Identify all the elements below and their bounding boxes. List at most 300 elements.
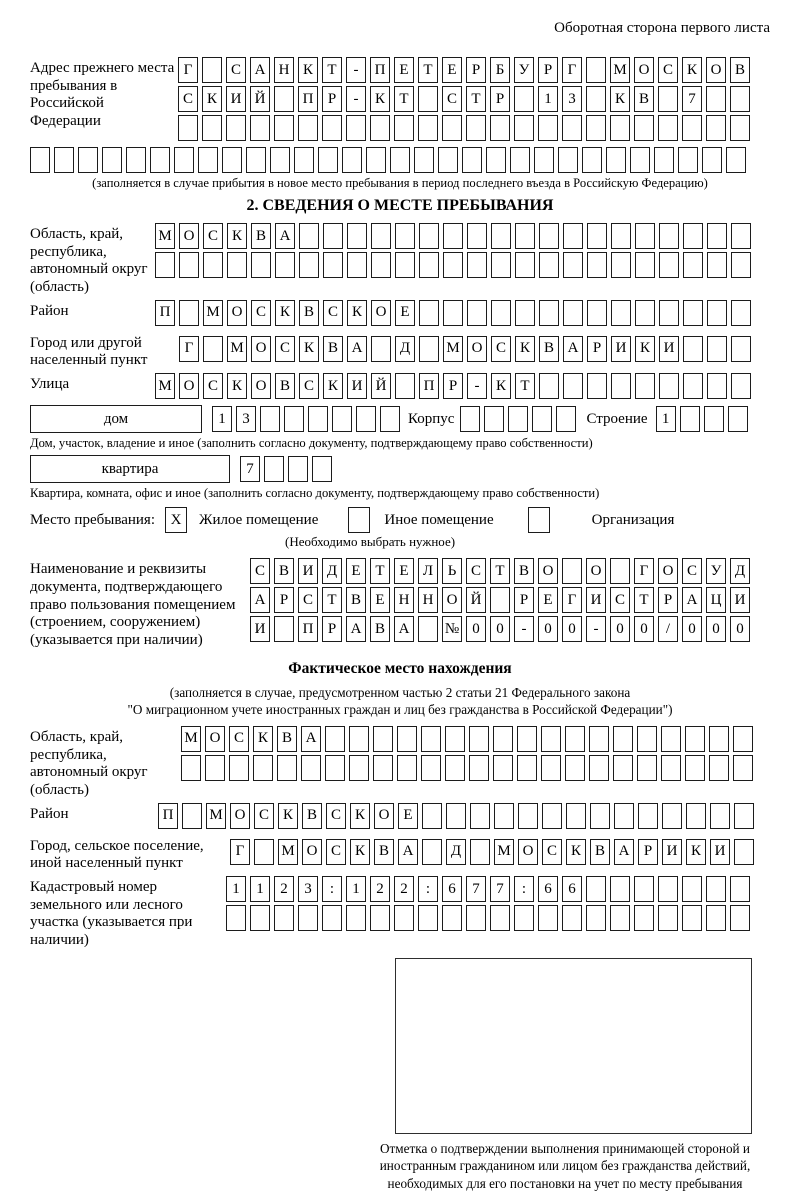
char-cell[interactable] [635,373,655,399]
char-cell[interactable] [702,147,722,173]
char-cell[interactable] [658,115,678,141]
char-cell[interactable]: Ц [706,587,726,613]
char-cell[interactable] [419,252,439,278]
char-cell[interactable]: А [682,587,702,613]
char-cell[interactable]: Ь [442,558,462,584]
char-cell[interactable] [635,252,655,278]
char-cell[interactable]: М [610,57,630,83]
char-cell[interactable]: О [706,57,726,83]
char-cell[interactable] [203,336,223,362]
char-cell[interactable]: Т [515,373,535,399]
char-cell[interactable]: 2 [394,876,414,902]
house-box[interactable]: дом [30,405,202,433]
char-cell[interactable] [731,336,751,362]
char-cell[interactable] [179,252,199,278]
char-cell[interactable] [658,876,678,902]
char-cell[interactable]: Т [322,587,342,613]
char-cell[interactable] [469,726,489,752]
char-cell[interactable] [275,252,295,278]
checkbox-residential[interactable]: X [165,507,187,533]
char-cell[interactable]: Г [230,839,250,865]
char-cell[interactable]: В [514,558,534,584]
char-cell[interactable]: С [178,86,198,112]
char-cell[interactable]: Е [346,558,366,584]
char-cell[interactable] [346,115,366,141]
char-cell[interactable] [658,86,678,112]
char-cell[interactable]: Й [371,373,391,399]
char-cell[interactable]: С [682,558,702,584]
char-cell[interactable] [659,373,679,399]
char-cell[interactable] [610,558,630,584]
char-cell[interactable]: К [635,336,655,362]
char-cell[interactable]: 3 [562,86,582,112]
char-cell[interactable]: С [254,803,274,829]
char-cell[interactable] [562,115,582,141]
char-cell[interactable]: И [659,336,679,362]
char-cell[interactable]: Р [514,587,534,613]
char-cell[interactable]: Т [394,86,414,112]
char-cell[interactable] [634,905,654,931]
char-cell[interactable] [202,57,222,83]
char-cell[interactable] [418,616,438,642]
char-cell[interactable]: 6 [442,876,462,902]
char-cell[interactable] [589,726,609,752]
char-cell[interactable]: В [634,86,654,112]
char-cell[interactable]: : [418,876,438,902]
char-cell[interactable] [678,147,698,173]
char-cell[interactable] [538,905,558,931]
char-cell[interactable]: К [566,839,586,865]
char-cell[interactable]: О [179,223,199,249]
char-cell[interactable]: К [370,86,390,112]
char-cell[interactable] [731,300,751,326]
char-cell[interactable]: А [250,587,270,613]
char-cell[interactable] [491,300,511,326]
char-cell[interactable] [251,252,271,278]
char-cell[interactable] [606,147,626,173]
char-cell[interactable] [726,147,746,173]
char-cell[interactable]: - [346,57,366,83]
char-cell[interactable] [730,876,750,902]
char-cell[interactable] [253,755,273,781]
char-cell[interactable]: 7 [466,876,486,902]
char-cell[interactable] [419,300,439,326]
char-cell[interactable] [613,726,633,752]
char-cell[interactable]: М [443,336,463,362]
char-cell[interactable] [469,755,489,781]
char-cell[interactable] [299,223,319,249]
char-cell[interactable] [274,616,294,642]
char-cell[interactable]: О [230,803,250,829]
char-cell[interactable] [734,803,754,829]
char-cell[interactable] [730,905,750,931]
char-cell[interactable]: В [299,300,319,326]
char-cell[interactable] [323,252,343,278]
char-cell[interactable] [442,905,462,931]
char-cell[interactable] [680,406,700,432]
char-cell[interactable] [490,905,510,931]
char-cell[interactable] [246,147,266,173]
char-cell[interactable] [332,406,352,432]
char-cell[interactable]: К [278,803,298,829]
char-cell[interactable] [54,147,74,173]
char-cell[interactable]: Е [442,57,462,83]
char-cell[interactable] [710,803,730,829]
char-cell[interactable] [562,558,582,584]
char-cell[interactable] [683,336,703,362]
char-cell[interactable] [706,905,726,931]
char-cell[interactable]: Е [394,558,414,584]
char-cell[interactable]: № [442,616,462,642]
char-cell[interactable] [226,115,246,141]
char-cell[interactable] [288,456,308,482]
char-cell[interactable] [250,905,270,931]
char-cell[interactable]: И [298,558,318,584]
char-cell[interactable]: О [586,558,606,584]
char-cell[interactable]: О [442,587,462,613]
char-cell[interactable] [298,115,318,141]
char-cell[interactable]: У [706,558,726,584]
char-cell[interactable] [514,905,534,931]
char-cell[interactable]: А [301,726,321,752]
char-cell[interactable] [534,147,554,173]
char-cell[interactable]: : [322,876,342,902]
char-cell[interactable] [538,115,558,141]
char-cell[interactable] [484,406,504,432]
char-cell[interactable] [706,115,726,141]
char-cell[interactable] [395,223,415,249]
char-cell[interactable] [274,115,294,141]
char-cell[interactable] [682,876,702,902]
char-cell[interactable] [322,115,342,141]
char-cell[interactable]: М [203,300,223,326]
char-cell[interactable] [532,406,552,432]
char-cell[interactable]: 0 [682,616,702,642]
char-cell[interactable] [661,726,681,752]
char-cell[interactable]: Й [466,587,486,613]
char-cell[interactable] [683,252,703,278]
char-cell[interactable]: С [229,726,249,752]
char-cell[interactable] [614,803,634,829]
char-cell[interactable]: К [299,336,319,362]
char-cell[interactable] [373,726,393,752]
char-cell[interactable] [635,300,655,326]
char-cell[interactable] [659,252,679,278]
char-cell[interactable] [342,147,362,173]
char-cell[interactable]: - [467,373,487,399]
char-cell[interactable] [565,726,585,752]
char-cell[interactable] [582,147,602,173]
char-cell[interactable]: Н [394,587,414,613]
char-cell[interactable] [470,803,490,829]
char-cell[interactable] [467,252,487,278]
char-cell[interactable] [707,223,727,249]
char-cell[interactable] [419,223,439,249]
char-cell[interactable] [586,115,606,141]
char-cell[interactable]: М [155,373,175,399]
char-cell[interactable] [227,252,247,278]
char-cell[interactable]: С [275,336,295,362]
char-cell[interactable] [733,726,753,752]
char-cell[interactable] [610,876,630,902]
char-cell[interactable] [587,373,607,399]
char-cell[interactable]: В [274,558,294,584]
char-cell[interactable]: Р [587,336,607,362]
char-cell[interactable]: Н [418,587,438,613]
char-cell[interactable]: Т [466,86,486,112]
char-cell[interactable]: Р [322,616,342,642]
char-cell[interactable] [284,406,304,432]
char-cell[interactable] [613,755,633,781]
char-cell[interactable] [518,803,538,829]
char-cell[interactable]: К [350,839,370,865]
char-cell[interactable] [308,406,328,432]
char-cell[interactable]: А [614,839,634,865]
char-cell[interactable] [178,115,198,141]
char-cell[interactable]: Д [395,336,415,362]
char-cell[interactable] [346,905,366,931]
char-cell[interactable]: Е [394,57,414,83]
char-cell[interactable] [682,115,702,141]
char-cell[interactable]: П [298,616,318,642]
char-cell[interactable]: 1 [538,86,558,112]
char-cell[interactable]: Р [658,587,678,613]
char-cell[interactable]: А [398,839,418,865]
char-cell[interactable] [421,726,441,752]
char-cell[interactable]: 0 [730,616,750,642]
char-cell[interactable]: Т [490,558,510,584]
char-cell[interactable]: 1 [250,876,270,902]
char-cell[interactable] [277,755,297,781]
char-cell[interactable]: В [590,839,610,865]
char-cell[interactable] [586,876,606,902]
char-cell[interactable] [460,406,480,432]
char-cell[interactable] [515,300,535,326]
char-cell[interactable]: К [298,57,318,83]
char-cell[interactable] [397,755,417,781]
char-cell[interactable] [446,803,466,829]
char-cell[interactable] [539,252,559,278]
char-cell[interactable] [709,755,729,781]
char-cell[interactable]: Т [634,587,654,613]
checkbox-organization[interactable] [528,507,550,533]
char-cell[interactable]: Б [490,57,510,83]
char-cell[interactable]: С [326,839,346,865]
char-cell[interactable]: 0 [610,616,630,642]
char-cell[interactable] [347,252,367,278]
char-cell[interactable]: А [250,57,270,83]
char-cell[interactable]: О [658,558,678,584]
char-cell[interactable] [462,147,482,173]
char-cell[interactable] [517,755,537,781]
char-cell[interactable]: С [203,223,223,249]
char-cell[interactable]: Д [322,558,342,584]
char-cell[interactable] [349,755,369,781]
char-cell[interactable]: Л [418,558,438,584]
char-cell[interactable]: 6 [538,876,558,902]
char-cell[interactable] [707,300,727,326]
char-cell[interactable] [706,876,726,902]
char-cell[interactable] [102,147,122,173]
char-cell[interactable] [563,223,583,249]
char-cell[interactable] [270,147,290,173]
char-cell[interactable] [731,252,751,278]
char-cell[interactable]: В [370,616,390,642]
char-cell[interactable] [587,223,607,249]
char-cell[interactable]: С [326,803,346,829]
char-cell[interactable]: 3 [236,406,256,432]
char-cell[interactable] [706,86,726,112]
char-cell[interactable] [707,373,727,399]
char-cell[interactable] [443,223,463,249]
char-cell[interactable]: Н [274,57,294,83]
char-cell[interactable] [586,86,606,112]
char-cell[interactable] [264,456,284,482]
char-cell[interactable]: Е [370,587,390,613]
char-cell[interactable] [490,115,510,141]
char-cell[interactable] [466,115,486,141]
char-cell[interactable] [586,57,606,83]
char-cell[interactable]: И [662,839,682,865]
char-cell[interactable]: О [634,57,654,83]
char-cell[interactable]: С [610,587,630,613]
char-cell[interactable] [709,726,729,752]
char-cell[interactable]: И [226,86,246,112]
char-cell[interactable] [325,755,345,781]
char-cell[interactable]: И [611,336,631,362]
char-cell[interactable] [611,223,631,249]
char-cell[interactable]: 1 [212,406,232,432]
char-cell[interactable]: С [299,373,319,399]
char-cell[interactable]: А [347,336,367,362]
char-cell[interactable]: О [518,839,538,865]
char-cell[interactable] [515,252,535,278]
char-cell[interactable] [390,147,410,173]
char-cell[interactable] [661,755,681,781]
char-cell[interactable]: К [515,336,535,362]
char-cell[interactable] [490,587,510,613]
char-cell[interactable] [731,373,751,399]
char-cell[interactable] [707,336,727,362]
char-cell[interactable]: С [542,839,562,865]
char-cell[interactable] [539,373,559,399]
char-cell[interactable] [637,726,657,752]
char-cell[interactable]: Р [466,57,486,83]
char-cell[interactable]: М [494,839,514,865]
char-cell[interactable]: В [374,839,394,865]
char-cell[interactable]: / [658,616,678,642]
char-cell[interactable]: Т [370,558,390,584]
char-cell[interactable]: Г [562,587,582,613]
char-cell[interactable] [294,147,314,173]
char-cell[interactable] [445,755,465,781]
char-cell[interactable] [638,803,658,829]
char-cell[interactable] [508,406,528,432]
char-cell[interactable] [182,803,202,829]
char-cell[interactable] [634,876,654,902]
char-cell[interactable]: В [302,803,322,829]
char-cell[interactable]: П [419,373,439,399]
char-cell[interactable] [347,223,367,249]
char-cell[interactable]: Г [562,57,582,83]
char-cell[interactable] [686,803,706,829]
char-cell[interactable]: С [226,57,246,83]
char-cell[interactable]: М [227,336,247,362]
char-cell[interactable] [226,905,246,931]
char-cell[interactable] [312,456,332,482]
char-cell[interactable] [371,252,391,278]
char-cell[interactable]: 3 [298,876,318,902]
char-cell[interactable]: К [350,803,370,829]
char-cell[interactable]: В [277,726,297,752]
char-cell[interactable] [370,905,390,931]
char-cell[interactable] [318,147,338,173]
char-cell[interactable] [733,755,753,781]
char-cell[interactable]: 0 [706,616,726,642]
char-cell[interactable]: И [730,587,750,613]
char-cell[interactable] [610,115,630,141]
char-cell[interactable] [589,755,609,781]
char-cell[interactable]: О [302,839,322,865]
char-cell[interactable] [174,147,194,173]
char-cell[interactable]: К [202,86,222,112]
char-cell[interactable] [510,147,530,173]
char-cell[interactable] [658,905,678,931]
char-cell[interactable]: М [155,223,175,249]
char-cell[interactable] [707,252,727,278]
char-cell[interactable]: И [710,839,730,865]
char-cell[interactable] [704,406,724,432]
char-cell[interactable]: И [586,587,606,613]
char-cell[interactable]: К [253,726,273,752]
char-cell[interactable] [414,147,434,173]
char-cell[interactable] [541,726,561,752]
char-cell[interactable] [562,905,582,931]
char-cell[interactable]: М [278,839,298,865]
char-cell[interactable]: С [466,558,486,584]
char-cell[interactable]: Г [634,558,654,584]
char-cell[interactable] [467,300,487,326]
char-cell[interactable]: К [682,57,702,83]
char-cell[interactable] [301,755,321,781]
char-cell[interactable] [515,223,535,249]
char-cell[interactable] [466,905,486,931]
char-cell[interactable]: Т [418,57,438,83]
char-cell[interactable]: В [346,587,366,613]
char-cell[interactable] [322,905,342,931]
char-cell[interactable] [587,300,607,326]
char-cell[interactable] [683,223,703,249]
char-cell[interactable] [611,300,631,326]
char-cell[interactable] [443,300,463,326]
char-cell[interactable] [373,755,393,781]
char-cell[interactable] [323,223,343,249]
char-cell[interactable]: Д [446,839,466,865]
char-cell[interactable] [654,147,674,173]
char-cell[interactable]: Т [322,57,342,83]
char-cell[interactable]: С [442,86,462,112]
char-cell[interactable]: Р [538,57,558,83]
char-cell[interactable] [630,147,650,173]
char-cell[interactable]: С [250,558,270,584]
char-cell[interactable] [563,300,583,326]
char-cell[interactable] [395,373,415,399]
char-cell[interactable] [731,223,751,249]
char-cell[interactable]: О [227,300,247,326]
char-cell[interactable]: К [227,223,247,249]
apartment-box[interactable]: квартира [30,455,230,483]
char-cell[interactable] [349,726,369,752]
